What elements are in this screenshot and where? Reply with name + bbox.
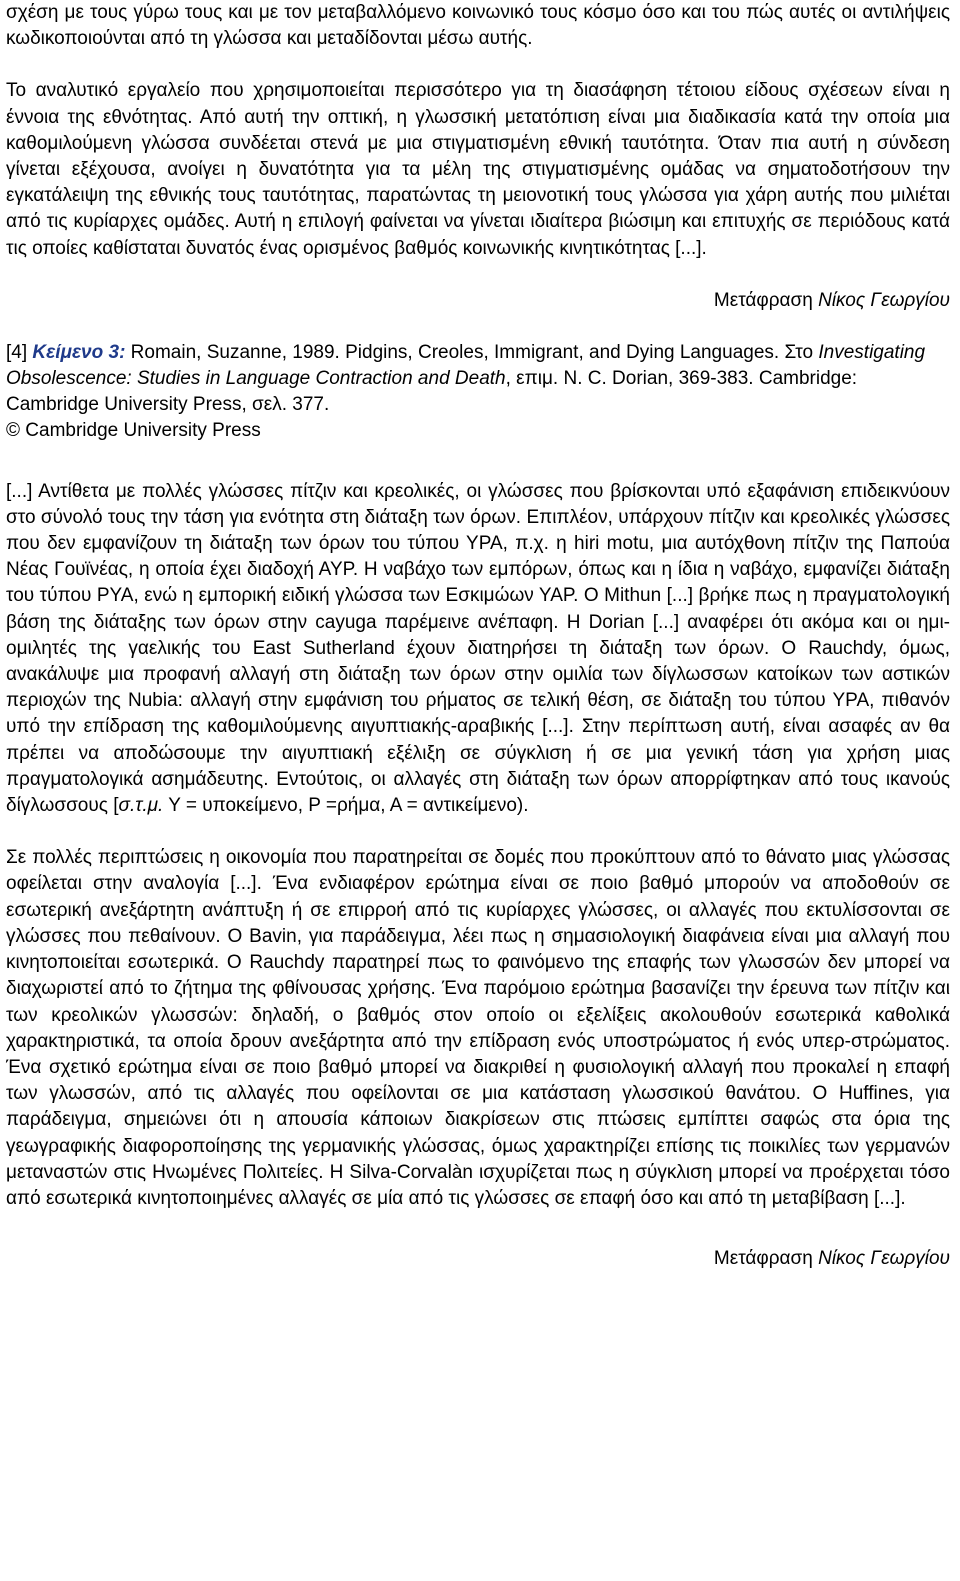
paragraph-3-text-b: Υ = υποκείμενο, Ρ =ρήμα, Α = αντικείμενο).: [163, 795, 529, 817]
citation-part-a: Romain, Suzanne, 1989. Pidgins, Creoles, Immigrant, and Dying Languages. Στο: [125, 341, 819, 363]
paragraph-1-text: σχέση με τους γύρω τους και με τον μεταβαλλόμενο κοινωνικό τους κόσμο όσο και του πώς αυτές οι αντιλήψεις κωδικοποιούνται από τη γλώσσα και μεταδίδονται μέσω αυτής.: [6, 2, 950, 50]
translator-credit-1: [6, 288, 950, 314]
paragraph-4-text: Σε πολλές περιπτώσεις η οικονομία που παρατηρείται σε δομές που προκύπτουν από το θάνατο μιας γλώσσας οφείλεται στην αναλογία [...]. Ένα ενδιαφέρον ερώτημα είναι σε ποιο βαθμό μπορούν να αποδοθούν σε εσωτερική ανεξάρτητη ανάπτυξη ή σε επιρροή από τις κυρίαρχες γλώσσες, οι αλλαγές που εκτυλίσσονται σε γλώσσες που πεθαίνουν. Ο Bavin, για παράδειγμα, λέει πως η σημασιολογική διαφάνεια είναι μια αλλαγή που κινητοποιείται εσωτερικά. Ο Rauchdy παρατηρεί πως το φαινόμενο της επαφής των γλωσσών δεν μπορεί να διαχωριστεί από το ζήτημα της φθίνουσας χρήσης. Ένα παρόμοιο ερώτημα βασανίζει την έρευνα των πίτζιν και των κρεολικών γλωσσών: δηλαδή, ο βαθμός στον οποίο οι εξελίξεις ακολουθούν εσωτερικά καθολικά χαρακτηριστικά, τα οποία δρουν ανεξάρτητα από την επίδραση ενός υποστρώματος ή ενός υπερ-στρώματος. Ένα σχετικό ερώτημα είναι σε ποιο βαθμό μπορεί να διακριθεί η φυσιολογική αλλαγή που προκαλεί η επαφή των γλωσσών, από τις αλλαγές που οφείλονται σε μια κατάσταση γλωσσικού θανάτου. Ο Huffines, για παράδειγμα, σημειώνει ότι η απουσία κάποιων διακρίσεων στις πτώσεις εμπίπτει σαφώς στα όρια της γεωγραφικής διαφοροποίησης της γερμανικής γλώσσας, όμως χαρακτηρίζει επίσης τις ποικιλίες των γερμανών μεταναστών στις Ηνωμένες Πολιτείες. Η Silva-Corvalàn ισχυρίζεται πως η σύγκλιση μπορεί να προέρχεται τόσο από εσωτερικά κινητοποιημένες αλλαγές σε μία από τις γλώσσες σε επαφή όσο και από τη μεταβίβαση [...].: [6, 847, 950, 1209]
book-title: Investigating Obsolescence: Studies in Language Contraction and Death: [6, 341, 926, 390]
translator-name: Νίκος Γεωργίου: [818, 289, 950, 311]
paragraph-2-text: Το αναλυτικό εργαλείο που χρησιμοποιείται περισσότερο για τη διασάφηση τέτοιου είδους σχέσεων είναι η έννοια της εθνότητας. Από αυτή την οπτική, η γλωσσική μετατόπιση είναι μια διαδικασία κατά την οποία μια καθομιλούμενη γλώσσα συνδέεται στενά με μια στιγματισμένη εθνική ταυτότητα. Όταν πια αυτή η σύνδεση γίνεται εξέχουσα, ανοίγει η δυνατότητα για τα μέλη της στιγματισμένης ομάδας να σηματοδοτήσουν την εγκατάλειψη της εθνικής τους ταυτότητας, παρατώντας τη μειονοτική τους γλώσσα για χάρη αυτής που μιλιέται από τις κυρίαρχες ομάδες. Αυτή η επιλογή φαίνεται να γίνεται ιδιαίτερα βιώσιμη και επιτυχής σε περιόδους κατά τις οποίες καθίσταται δυνατός ένας ορισμένος βαθμός κοινωνικής κινητικότητας [...].: [6, 80, 950, 259]
paragraph-2: [6, 78, 950, 261]
translator-credit-2: [6, 1246, 950, 1272]
paragraph-4: [6, 845, 950, 1212]
reference-number: [4]: [6, 341, 33, 363]
reference-block: [6, 340, 950, 445]
paragraph-3: [6, 479, 950, 820]
paragraph-3-text-a: [...] Αντίθετα με πολλές γλώσσες πίτζιν και κρεολικές, οι γλώσσες που βρίσκονται υπό εξαφάνιση επιδεικνύουν στο σύνολό τους την τάση για ενότητα στη διάταξη των όρων. Επιπλέον, υπάρχουν πίτζιν και κρεολικές γλώσσες που δεν εμφανίζουν τη διάταξη των όρων του τύπου ΥΡΑ, π.χ. η hiri motu, μια αυτόχθονη πίτζιν της Παπούα Νέας Γουϊνέας, η οποία έχει διαδοχή ΑΥΡ. Η ναβάχο των εμπόρων, όπως και η ίδια η ναβάχο, εμφανίζει διάταξη του τύπου ΡΥΑ, ενώ η εμπορική ειδική γλώσσα των Εσκιμώων ΥΑΡ. Ο Mithun [...] βρήκε πως η πραγματολογική βάση της διάταξης των όρων στην cayuga παρέμεινε ανέπαφη. Η Dorian [...] αναφέρει ότι ακόμα και οι ημι-ομιλητές της γαελικής του East Sutherland έχουν διατηρήσει τη διάταξη των όρων. Ο Rauchdy, όμως, ανακάλυψε μια προφανή αλλαγή στη διάταξη των όρων στην ομιλία των δίγλωσσων κατοίκων των αστικών περιοχών της Nubia: αλλαγή στην εμφάνιση του ρήματος σε τελική θέση, σε διάταξη του τύπου ΥΡΑ, πιθανόν υπό την επίδραση της καθομιλούμενης αιγυπτιακής-αραβικής [...]. Στην περίπτωση αυτή, είναι ασαφές αν θα πρέπει να αποδώσουμε την αιγυπτιακή εξέλιξη σε σύγκλιση ή σε μια γενική τάση για χρήση μιας πραγματολογικά ασημάδευτης. Εντούτοις, οι αλλαγές στη διάταξη των όρων απορρίφτηκαν από τους ικανούς δίγλωσσους [: [6, 480, 950, 817]
text-label: Κείμενο 3:: [32, 341, 126, 363]
paragraph-1: [6, 0, 950, 52]
citation-part-b: , επιμ. N. C. Dorian, 369-383. Cambridge: Cambridge University Press, σελ. 377.: [6, 368, 858, 416]
translator-prefix: Μετάφραση: [713, 289, 819, 311]
translator-prefix: Μετάφραση: [713, 1248, 819, 1270]
translator-name: Νίκος Γεωργίου: [818, 1248, 950, 1270]
copyright-notice: © Cambridge University Press: [6, 420, 261, 442]
translator-note-abbr: σ.τ.μ.: [118, 795, 164, 817]
